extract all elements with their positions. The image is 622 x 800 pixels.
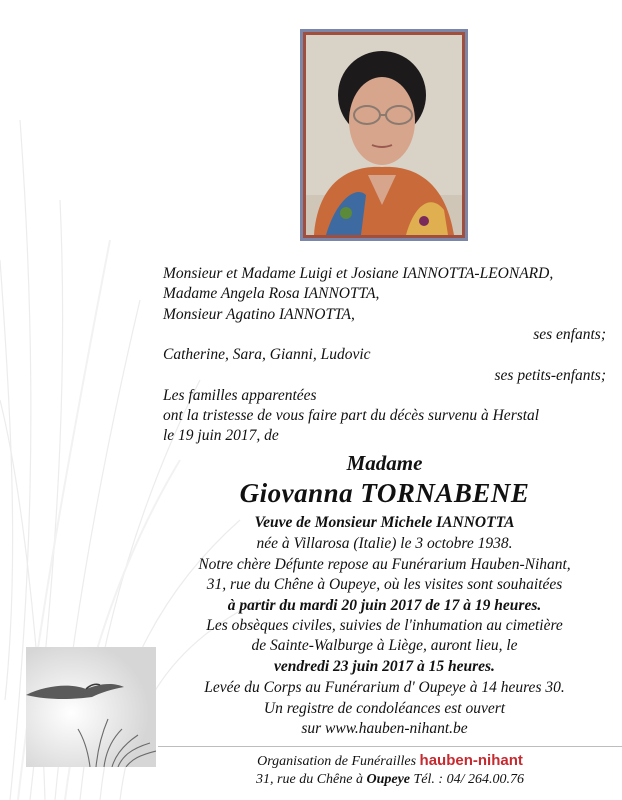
children-role: ses enfants;	[533, 326, 606, 343]
closing-line: Levée du Corps au Funérarium d' Oupeye à 14 heures 30.	[204, 679, 565, 696]
grandchildren-role: ses petits-enfants;	[494, 367, 606, 384]
footer-organisation	[158, 752, 622, 770]
announcement-line: le 19 juin 2017, de	[163, 427, 279, 444]
footer-address-town: Oupeye	[366, 772, 411, 787]
children-line: Madame Angela Rosa IANNOTTA,	[163, 285, 380, 302]
announcement-line: ont la tristesse de vous faire part du décès survenu à Herstal	[163, 407, 540, 424]
portrait-frame	[300, 29, 468, 241]
footer-phone: Tél. : 04/ 264.00.76	[413, 772, 524, 787]
funeral-line: Les obsèques civiles, suivies de l'inhumation au cimetière	[206, 617, 563, 634]
announcement-line: Les familles apparentées	[163, 387, 317, 404]
heron-illustration	[26, 647, 156, 767]
footer-address-street: 31, rue du Chêne à	[256, 772, 363, 787]
honorific: Madame	[346, 451, 423, 475]
website-line: sur www.hauben-nihant.be	[301, 720, 468, 737]
footer-org-label: Organisation de Funérailles	[257, 754, 417, 769]
children-line: Monsieur Agatino IANNOTTA,	[163, 306, 355, 323]
widow-of: Veuve de Monsieur Michele IANNOTTA	[254, 514, 515, 531]
children-line: Monsieur et Madame Luigi et Josiane IANNOTTA-LEONARD,	[163, 265, 554, 282]
grandchildren-line: Catherine, Sara, Gianni, Ludovic	[163, 346, 371, 363]
portrait-photo	[303, 32, 465, 238]
visits-line: à partir du mardi 20 juin 2017 de 17 à 19 heures.	[227, 597, 542, 614]
closing-line: Un registre de condoléances est ouvert	[263, 700, 506, 717]
repose-line: 31, rue du Chêne à Oupeye, où les visites sont souhaitées	[206, 576, 563, 593]
birth-line: née à Villarosa (Italie) le 3 octobre 1938.	[256, 535, 513, 552]
footer-address	[158, 772, 622, 788]
funeral-date: vendredi 23 juin 2017 à 15 heures.	[274, 658, 495, 675]
repose-line: Notre chère Défunte repose au Funérarium Hauben-Nihant,	[198, 556, 571, 573]
deceased-name: Giovanna TORNABENE	[239, 478, 530, 508]
brand-logo-text: hauben-nihant	[419, 752, 523, 769]
footer-divider	[158, 746, 622, 747]
funeral-line: de Sainte-Walburge à Liège, auront lieu, le	[251, 637, 518, 654]
